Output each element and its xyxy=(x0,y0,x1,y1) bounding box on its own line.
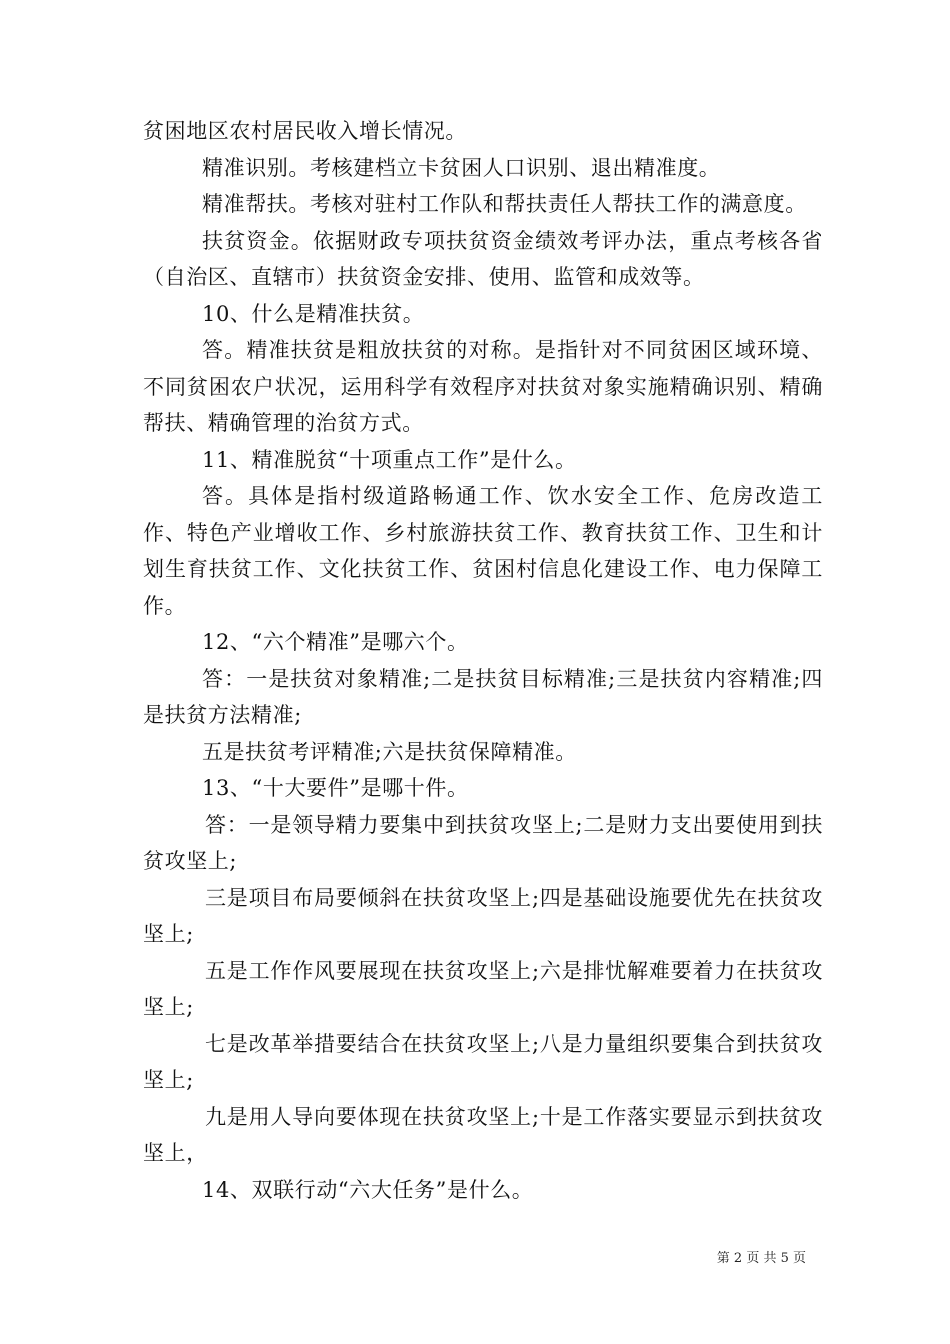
document-body xyxy=(143,113,823,1208)
question-12: 12、“六个精准”是哪六个。 xyxy=(202,630,469,654)
answer-12-part-1: 答：一是扶贫对象精准;二是扶贫目标精准;三是扶贫内容精准;四是扶贫方法精准; xyxy=(143,666,823,727)
question-11: 11、精准脱贫“十项重点工作”是什么。 xyxy=(202,447,577,472)
page-number: 第 2 页 共 5 页 xyxy=(716,1251,806,1266)
paragraph-1: 贫困地区农村居民收入增长情况。 xyxy=(143,119,467,143)
paragraph-3: 精准帮扶。考核对驻村工作队和帮扶责任人帮扶工作的满意度。 xyxy=(202,192,807,216)
answer-11: 答。具体是指村级道路畅通工作、饮水安全工作、危房改造工作、特色产业增收工作、乡村旅游扶贫工作、教育扶贫工作、卫生和计划生育扶贫工作、文化扶贫工作、贫困村信息化建设工作、电力保障工作。 xyxy=(143,484,823,618)
question-10: 10、什么是精准扶贫。 xyxy=(202,301,425,326)
answer-13-part-4: 七是改革举措要结合在扶贫攻坚上;八是力量组织要集合到扶贫攻坚上; xyxy=(143,1031,823,1092)
answer-12-part-2: 五是扶贫考评精准;六是扶贫保障精准。 xyxy=(202,739,577,764)
answer-13-part-2: 三是项目布局要倾斜在扶贫攻坚上;四是基础设施要优先在扶贫攻坚上; xyxy=(143,885,823,946)
question-14: 14、双联行动“六大任务”是什么。 xyxy=(202,1177,534,1202)
paragraph-2: 精准识别。考核建档立卡贫困人口识别、退出精准度。 xyxy=(202,155,721,180)
question-13: 13、“十大要件”是哪十件。 xyxy=(202,776,469,800)
answer-13-part-5: 九是用人导向要体现在扶贫攻坚上;十是工作落实要显示到扶贫攻坚上， xyxy=(143,1104,823,1165)
answer-13-part-1: 答：一是领导精力要集中到扶贫攻坚上;二是财力支出要使用到扶贫攻坚上; xyxy=(143,812,823,873)
paragraph-4: 扶贫资金。依据财政专项扶贫资金绩效考评办法，重点考核各省（自治区、直辖市）扶贫资金安排、使用、监管和成效等。 xyxy=(143,228,823,289)
answer-13-part-3: 五是工作作风要展现在扶贫攻坚上;六是排忧解难要着力在扶贫攻坚上; xyxy=(143,958,823,1019)
answer-10: 答。精准扶贫是粗放扶贫的对称。是指针对不同贫困区域环境、不同贫困农户状况，运用科学有效程序对扶贫对象实施精确识别、精确帮扶、精确管理的治贫方式。 xyxy=(143,338,823,435)
